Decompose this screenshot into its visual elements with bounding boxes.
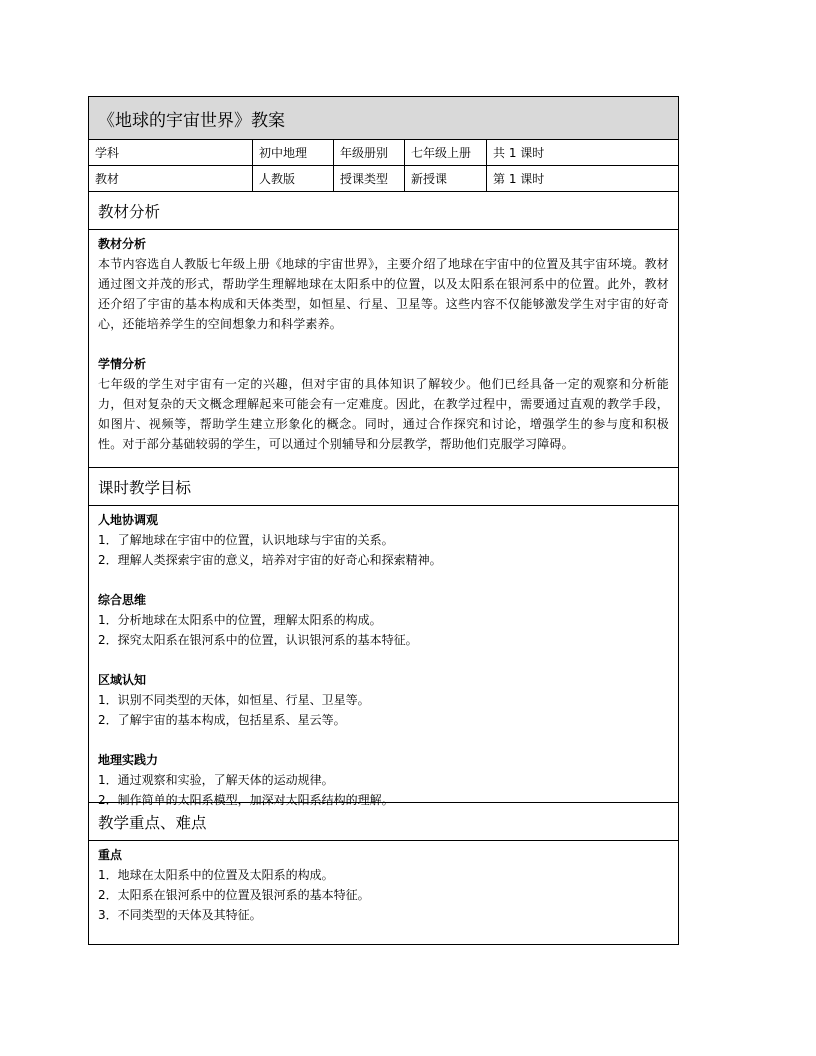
objective-group-label: 地理实践力 (98, 753, 159, 767)
lesson-plan-document (88, 96, 679, 945)
meta-type-value: 新授课 (405, 166, 487, 191)
learner-analysis-label: 学情分析 (98, 357, 147, 371)
objective-item: 2．理解人类探索宇宙的意义，培养对宇宙的好奇心和探索精神。 (98, 553, 442, 567)
section-body-analysis (89, 230, 678, 468)
textbook-analysis-label: 教材分析 (98, 237, 147, 251)
section-body-key-points (89, 841, 678, 944)
objective-group-label: 人地协调观 (98, 513, 159, 527)
document-title: 《地球的宇宙世界》教案 (89, 97, 678, 140)
key-point-item: 2．太阳系在银河系中的位置及银河系的基本特征。 (98, 888, 370, 902)
section-title-analysis: 教材分析 (89, 192, 678, 230)
objective-item: 2．了解宇宙的基本构成，包括星系、星云等。 (98, 713, 346, 727)
section-title-key-points: 教学重点、难点 (89, 803, 678, 841)
meta-row-2 (89, 166, 678, 192)
objective-item: 1．分析地球在太阳系中的位置，理解太阳系的构成。 (98, 613, 382, 627)
meta-textbook-value: 人教版 (253, 166, 334, 191)
section-title-objectives: 课时教学目标 (89, 468, 678, 506)
objective-item: 2．制作简单的太阳系模型，加深对太阳系结构的理解。 (98, 793, 394, 807)
meta-subject-value: 初中地理 (253, 140, 334, 165)
key-point-item: 3．不同类型的天体及其特征。 (98, 908, 262, 922)
meta-type-label: 授课类型 (334, 166, 405, 191)
meta-textbook-label: 教材 (89, 166, 253, 191)
meta-row-1 (89, 140, 678, 166)
meta-subject-label: 学科 (89, 140, 253, 165)
meta-grade-label: 年级册别 (334, 140, 405, 165)
objective-group-label: 区域认知 (98, 673, 147, 687)
textbook-analysis-text: 本节内容选自人教版七年级上册《地球的宇宙世界》，主要介绍了地球在宇宙中的位置及其宇宙环境。教材通过图文并茂的形式，帮助学生理解地球在太阳系中的位置，以及太阳系在银河系中的位置。此外，教材还介绍了宇宙的基本构成和天体类型，如恒星、行星、卫星等。这些内容不仅能够激发学生对宇宙的好奇心，还能培养学生的空间想象力和科学素养。 (98, 257, 669, 331)
key-points-label: 重点 (98, 848, 123, 862)
meta-total-periods: 共 1 课时 (493, 146, 545, 160)
objective-item: 2．探究太阳系在银河系中的位置，认识银河系的基本特征。 (98, 633, 418, 647)
meta-current-period: 第 1 课时 (493, 172, 545, 186)
objective-item: 1．了解地球在宇宙中的位置，认识地球与宇宙的关系。 (98, 533, 394, 547)
meta-grade-value: 七年级上册 (405, 140, 487, 165)
objective-item: 1．通过观察和实验，了解天体的运动规律。 (98, 773, 334, 787)
learner-analysis-text: 七年级的学生对宇宙有一定的兴趣，但对宇宙的具体知识了解较少。他们已经具备一定的观察和分析能力，但对复杂的天文概念理解起来可能会有一定难度。因此，在教学过程中，需要通过直观的教学手段，如图片、视频等，帮助学生建立形象化的概念。同时，通过合作探究和讨论，增强学生的参与度和积极性。对于部分基础较弱的学生，可以通过个别辅导和分层教学，帮助他们克服学习障碍。 (98, 377, 669, 451)
section-body-objectives (89, 506, 678, 807)
key-point-item: 1．地球在太阳系中的位置及太阳系的构成。 (98, 868, 334, 882)
objective-item: 1．识别不同类型的天体，如恒星、行星、卫星等。 (98, 693, 370, 707)
objective-group-label: 综合思维 (98, 593, 147, 607)
